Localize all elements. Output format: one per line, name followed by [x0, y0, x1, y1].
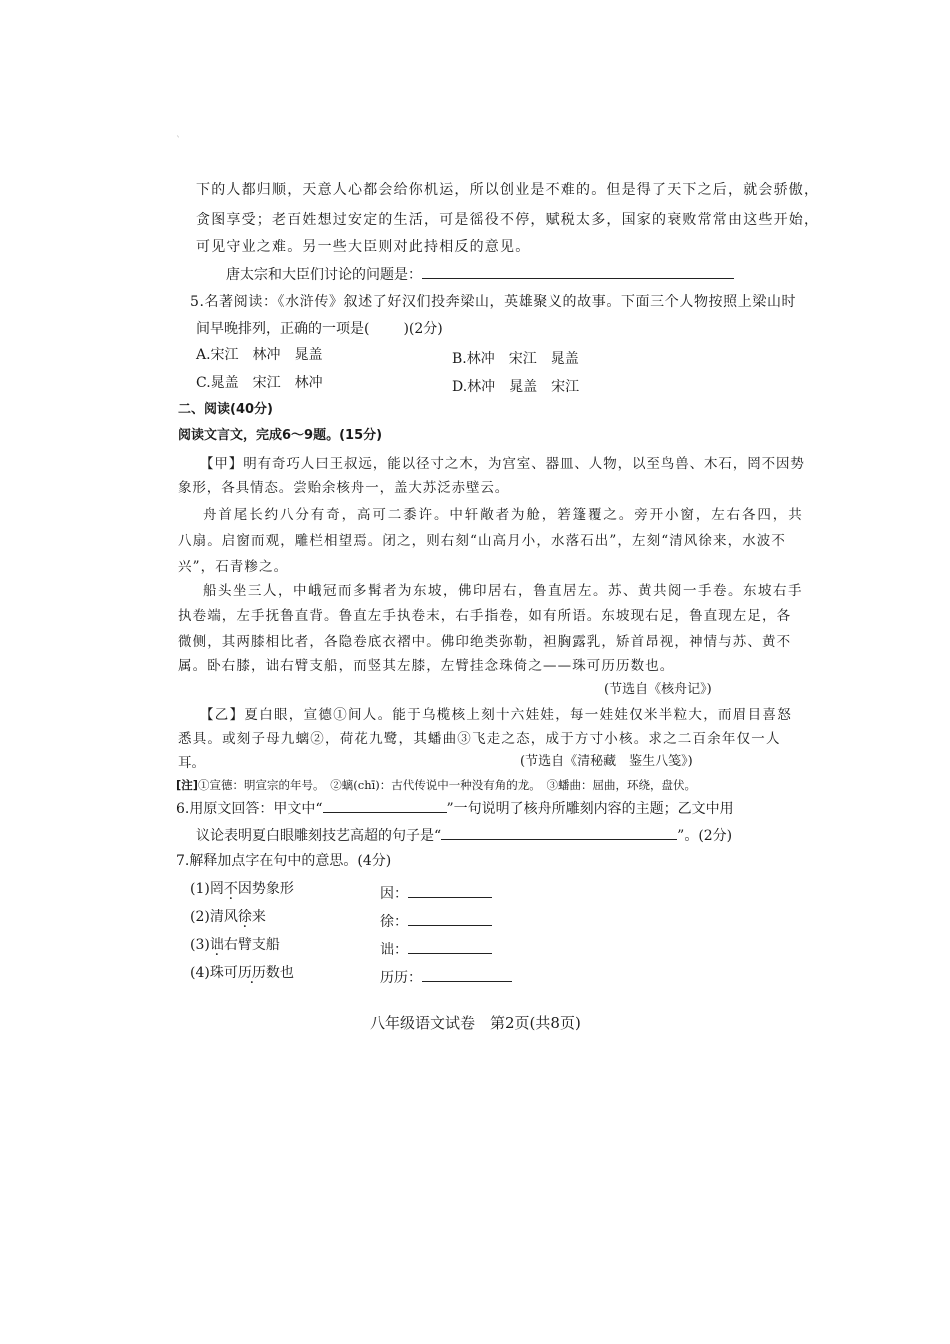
q7-answer-label: 诎：	[380, 942, 408, 958]
q5-line-2-text: 间早晚排列，正确的一项是(	[196, 321, 370, 337]
jia-p2-line-2: 八扇。启窗而观，雕栏相望焉。闭之，则右刻“山高月小，水落石出”，左刻“清风徐来，水波不	[178, 533, 787, 549]
q7-item-num: (2)	[190, 909, 210, 925]
q5-option-a: A.宋江 林冲 晁盖	[196, 347, 323, 363]
jia-p1-line-2: 象形，各具情态。尝贻余核舟一，盖大苏泛赤壁云。	[178, 480, 510, 496]
q7-answer-label: 历历：	[380, 970, 422, 986]
section-heading: 二、阅读(40分)	[178, 402, 273, 417]
answer-blank-q4[interactable]	[422, 264, 734, 279]
q6-line-2	[196, 825, 732, 846]
q5-option-d: D.林冲 晁盖 宋江	[452, 379, 580, 395]
q7-item-text: 罔	[209, 881, 224, 897]
q6-line-1	[176, 798, 734, 819]
q7-item-num: (1)	[190, 881, 210, 897]
answer-blank-q7-4[interactable]	[422, 967, 512, 982]
jia-source: (节选自《核舟记》)	[604, 682, 712, 697]
jia-p3-line-3: 微侧，其两膝相比者，各隐卷底衣褶中。佛印绝类弥勒，袒胸露乳，矫首昂视，神情与苏、黄不	[178, 634, 792, 650]
q7-item-2	[190, 907, 266, 927]
intro-line-1: 下的人都归顺，天意人心都会给你机运，所以创业是不难的。但是得了天下之后，就会骄傲，	[196, 182, 820, 198]
q7-item-text: 右臂支船	[223, 937, 280, 953]
footnote	[176, 775, 696, 795]
scan-mark: ˋ	[176, 136, 181, 147]
answer-blank-q7-1[interactable]	[408, 883, 492, 898]
q6-text-d: ”。(2分)	[677, 828, 733, 844]
footnote-label: [注]	[176, 778, 199, 792]
q7-item-3	[190, 935, 280, 955]
intro-line-3: 可见守业之难。另一些大臣则对此持相反的意见。	[196, 239, 531, 255]
intro-line-2: 贪图享受；老百姓想过安定的生活，可是徭役不停，赋税太多，国家的衰败常常由这些开始，	[196, 212, 820, 228]
q7-dotted-word: 不	[223, 881, 238, 897]
q5-points: )(2分)	[403, 321, 443, 337]
answer-blank-q6-2[interactable]	[441, 825, 677, 840]
q7-answer-4	[380, 967, 512, 988]
answer-blank-q7-3[interactable]	[408, 939, 492, 954]
q7-item-text: 数也	[265, 965, 294, 981]
q6-text-c: 议论表明夏白眼雕刻技艺高超的句子是“	[196, 828, 442, 844]
q6-text-b: ”一句说明了核舟所雕刻内容的主题；乙文中用	[446, 801, 734, 817]
q6-text-a: 6.用原文回答：甲文中“	[176, 801, 323, 817]
jia-p3-line-4: 属。卧右膝，诎右臂支船，而竖其左膝，左臂挂念珠倚之——珠可历历数也。	[178, 658, 675, 674]
q7-answer-2	[380, 911, 492, 932]
q5-option-b: B.林冲 宋江 晁盖	[452, 351, 579, 367]
answer-blank-q6-1[interactable]	[323, 798, 447, 813]
q7-item-text: 清风	[209, 909, 238, 925]
intro-question	[226, 264, 734, 285]
q7-dotted-word: 徐	[237, 909, 252, 925]
q7-answer-1	[380, 883, 492, 904]
q7-item-1	[190, 879, 294, 899]
q7-item-text: 珠可	[209, 965, 238, 981]
yi-line-3: 耳。	[178, 755, 205, 771]
q7-title: 7.解释加点字在句中的意思。(4分)	[176, 853, 392, 869]
section-subheading: 阅读文言文，完成6～9题。(15分)	[178, 428, 383, 443]
jia-p1-line-1: 【甲】明有奇巧人曰王叔远，能以径寸之木，为宫室、器皿、人物，以至鸟兽、木石，罔不因势	[200, 456, 805, 472]
q7-dotted-word: 历历	[237, 965, 266, 981]
q7-answer-3	[380, 939, 492, 960]
q7-answer-label: 徐：	[380, 914, 408, 930]
q7-item-4	[190, 963, 294, 983]
q7-item-text: 因势象形	[237, 881, 294, 897]
yi-line-2: 悉具。或刻子母九螭②，荷花九鹭，其蟠曲③飞走之态，成于方寸小核。求之二百余年仅一人	[178, 731, 781, 747]
q5-option-c: C.晁盖 宋江 林冲	[196, 375, 323, 391]
answer-blank-q7-2[interactable]	[408, 911, 492, 926]
q7-item-text: 来	[251, 909, 266, 925]
q7-item-num: (4)	[190, 965, 210, 981]
q5-line-1: 5.名著阅读：《水浒传》叙述了好汉们投奔梁山，英雄聚义的故事。下面三个人物按照上梁山时	[190, 294, 797, 310]
yi-source: (节选自《清秘藏 鉴生八笺》)	[520, 754, 693, 769]
jia-p3-line-1: 船头坐三人，中峨冠而多髯者为东坡，佛印居右，鲁直居左。苏、黄共阅一手卷。东坡右手	[203, 583, 803, 599]
yi-line-1: 【乙】夏白眼，宣德①间人。能于乌榄核上刻十六娃娃，每一娃娃仅米半粒大，而眉目喜怒	[200, 707, 792, 723]
q7-item-num: (3)	[190, 937, 210, 953]
q7-answer-label: 因：	[380, 886, 408, 902]
jia-p2-line-1: 舟首尾长约八分有奇，高可二黍许。中轩敞者为舱，箬篷覆之。旁开小窗，左右各四，共	[203, 507, 804, 523]
footnote-text: ①宣德：明宣宗的年号。 ②螭(chī)：古代传说中一种没有角的龙。 ③蟠曲：屈曲，环绕，盘伏。	[198, 778, 697, 792]
intro-question-label: 唐太宗和大臣们讨论的问题是：	[226, 267, 422, 283]
q7-dotted-word: 诎	[209, 937, 224, 953]
q5-line-2	[196, 319, 443, 339]
jia-p3-line-2: 执卷端，左手抚鲁直背。鲁直左手执卷末，右手指卷，如有所语。东坡现右足，鲁直现左足，各	[178, 608, 792, 624]
page-footer: 八年级语文试卷 第2页(共8页)	[370, 1014, 581, 1032]
jia-p2-line-3: 兴”，石青糁之。	[178, 559, 289, 575]
